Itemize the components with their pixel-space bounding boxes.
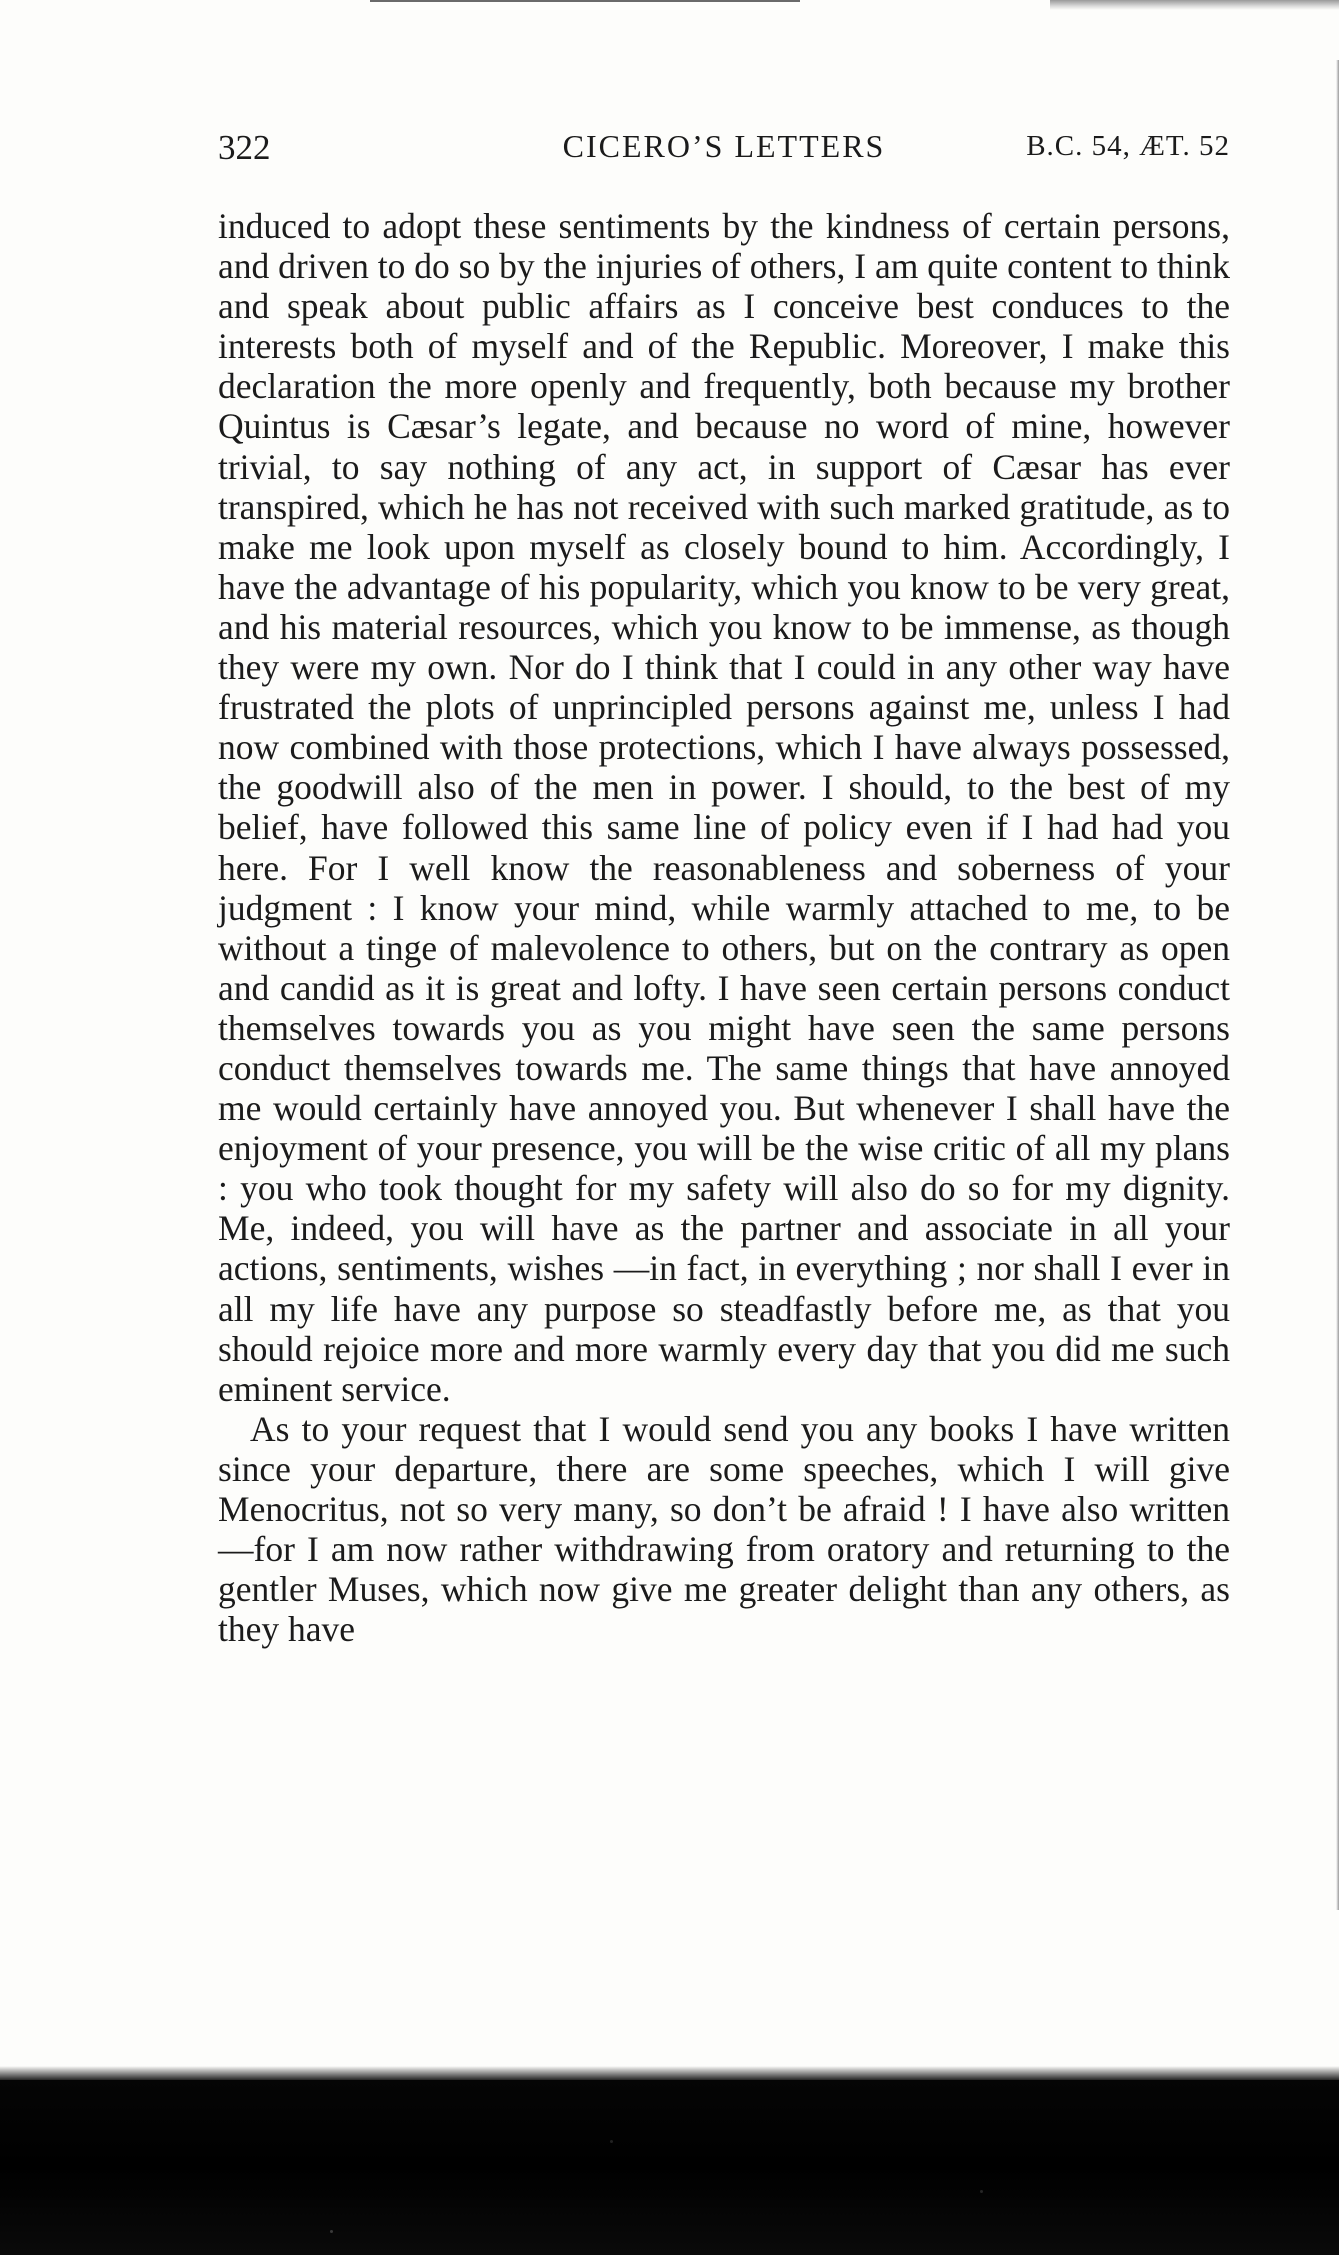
running-header [218, 128, 1230, 178]
page-number: 322 [218, 128, 271, 167]
paragraph-books-request: As to your request that I would send you any books I have written since your departure, there are some speeches, which I will give Menocritus, not so very many, so don’t be afraid ! I have also written—for I am now rather withdrawing from oratory and returning to the gentler Muses, which now give me greater delight than any others, as they have [218, 1408, 1230, 1650]
scan-bottom-shadow [0, 2080, 1339, 2255]
running-title: CICERO’S LETTERS [562, 128, 886, 164]
scan-speck [980, 2190, 983, 2193]
scan-speck [330, 2230, 333, 2233]
top-edge-rule [370, 0, 800, 2]
letter-body [218, 206, 1230, 1649]
date-reference: B.C. 54, ÆT. 52 [1026, 130, 1230, 162]
top-edge-shadow [1050, 0, 1339, 10]
paragraph-continued: induced to adopt these sentiments by the kindness of certain persons, and driven to do so by the injuries of others, I am quite content to think and speak about public affairs as I conceive best conduces to the interests both of myself and of the Republic. Moreover, I make this declaration the more openly and frequently, both because my brother Quintus is Cæsar’s legate, and because no word of mine, however trivial, to say nothing of any act, in support of Cæsar has ever transpired, which he has not received with such marked gratitude, as to make me look upon myself as closely bound to him. Accordingly, I have the advantage of his popularity, which you know to be very great, and his material resources, which you know to be immense, as though they were my own. Nor do I think that I could in any other way have frustrated the plots of unprincipled persons against me, unless I had now combined with those protections, which I have always possessed, the goodwill also of the men in power. I should, to the best of my belief, have followed this same line of policy even if I had had you here. For I well know the reasonableness and soberness of your judgment : I know your mind, while warmly attached to me, to be without a tinge of malevolence to others, but on the contrary as open and candid as it is great and lofty. I have seen certain persons conduct themselves towards you as you might have seen the same persons conduct themselves towards me. The same things that have annoyed me would certainly have annoyed you. But whenever I shall have the enjoyment of your presence, you will be the wise critic of all my plans : you who took thought for my safety will also do so for my dignity. Me, indeed, you will have as the partner and associate in all your actions, sentiments, wishes —in fact, in everything ; nor shall I ever in all my life have any purpose so steadfastly before me, as that you should rejoice more and more warmly every day that you did me such eminent service. [218, 206, 1230, 1409]
scan-speck [610, 2140, 613, 2143]
